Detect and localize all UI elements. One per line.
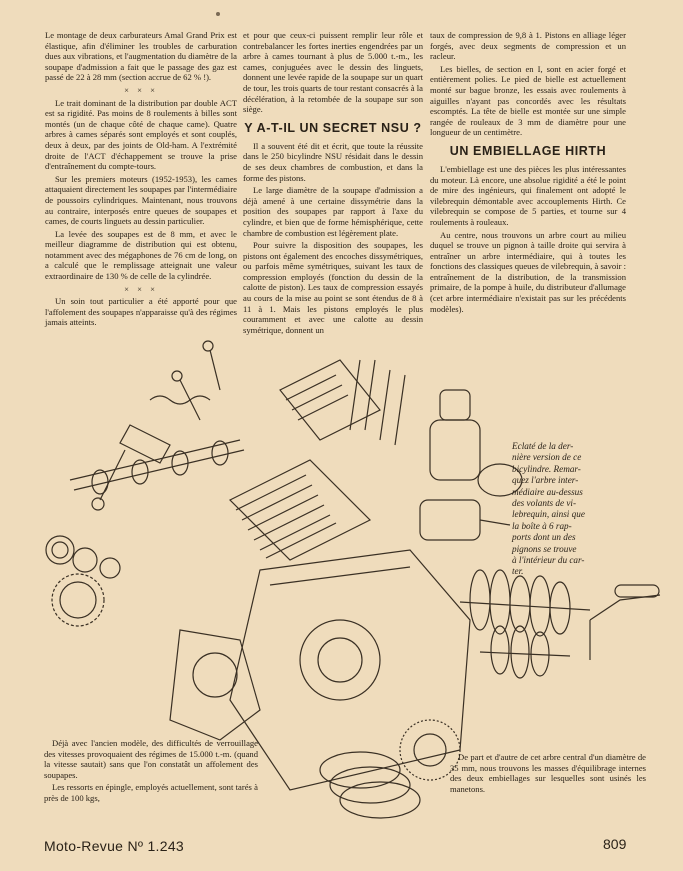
paragraph: Le large diamètre de la soupape d'admission a déjà amené à une certaine dissymétrie dans la position des soupapes par rapport à l'axe du cylindre, et bien que de forme hémisphérique, cette chambre de combustion est légèrement plate. bbox=[243, 185, 423, 238]
section-separator: × × × bbox=[124, 84, 158, 95]
print-mark bbox=[216, 12, 220, 16]
section-separator: × × × bbox=[124, 283, 158, 294]
gearbox-drawing bbox=[460, 570, 590, 678]
caption-line: bicylindre. Remar- bbox=[512, 463, 581, 474]
page-number: 809 bbox=[603, 836, 627, 852]
paragraph: Au centre, nous trouvons un arbre court au milieu duquel se trouve un pignon à taille droite qui servira à entraîner un arbre intermédiaire, qui à toutes les fonctions des classiques queues de vilebrequin, à savoir : entraînement de la distribution, de la transmission primaire, de la pompe à huile, du distributeur d'allumage (cet arbre intermédiaire n'existait pas sur les précédents modèles). bbox=[430, 229, 626, 314]
magazine-issue-footer: Moto-Revue Nº 1.243 bbox=[44, 838, 184, 854]
paragraph: Le trait dominant de la distribution par double ACT est sa rigidité. Pas moins de 8 roulements à billes sont montés (un de chaque côté de chaque came). Quatre arbres à cames séparés sont employés et sont couplés, deux à deux, par des joints de Old-ham. A l'extrémité droite de l'ACT d'échappement se trouve la prise d'entraînement du compte-tours. bbox=[45, 97, 237, 172]
paragraph: Le montage de deux carburateurs Amal Grand Prix est élastique, afin d'éliminer les troubles de carburation dues aux vibrations, et l'augmentation du diamètre de la soupape d'admission a fait que le passage des gaz est passé de 22 à 28 mm (section accrue de 62 % !). bbox=[45, 30, 237, 83]
camshaft-drawing bbox=[70, 440, 244, 494]
paragraph: Les bielles, de section en I, sont en acier forgé et entièrement polies. Le pied de bielle est actuellement monté sur bague bronze, les essais avec roulements à aiguilles n'ayant pas concordés avec les résultats escomptés. La tête de bielle est montée sur une simple rangée de rouleaux de 3 mm de diamètre pour une longueur de un centimètre. bbox=[430, 63, 626, 138]
paragraph: Déjà avec l'ancien modèle, des difficultés de verrouillage des vitesses provoquaient des régimes de 15.000 t.-m. (quand la vitesse sautait) sans que l'on constatât un affolement des soupapes. bbox=[44, 738, 258, 780]
caption-line: à l'intérieur du car- bbox=[512, 555, 585, 566]
paragraph: Pour suivre la disposition des soupapes, les pistons ont également des encoches dissymétriques, ou parfois même symétriques, suivant les taux de compression employés (fonction du dessin de la calotte de piston). Les taux de compression essayés au cours de la mise au point se sont étendus de 8 à 11 à 1. Mais les pistons employés le plus couramment et avec une calotte au dessin symétrique, donnent un bbox=[243, 240, 423, 335]
paragraph: Sur les premiers moteurs (1952-1953), les cames attaquaient directement les soupapes par l'intermédiaire de poussoirs cylindriques. Maintenant, nous trouvons au contraire, interposés entre queues de soupapes et cames, de courts linguets au dessin particulier. bbox=[45, 173, 237, 227]
studs-drawing bbox=[350, 360, 405, 445]
text-column-2 bbox=[243, 30, 423, 337]
caption-line: quez l'arbre inter- bbox=[512, 475, 579, 486]
section-heading: Y A-T-IL UN SECRET NSU ? bbox=[244, 120, 422, 135]
paragraph: taux de compression de 9,8 à 1. Pistons en alliage léger forgés, avec deux segments de compression et un racleur. bbox=[430, 30, 626, 62]
caption-line: pignons se trouve bbox=[512, 543, 577, 554]
caption-line: ter. bbox=[512, 566, 524, 577]
text-column-1 bbox=[45, 30, 237, 330]
caption-line: ports dont un des bbox=[512, 532, 576, 543]
caption-line: Eclaté de la der- bbox=[512, 441, 574, 451]
figure-caption-right bbox=[512, 441, 662, 578]
paragraph: Les ressorts en épingle, employés actuellement, sont tarés à près de 100 kgs, bbox=[44, 782, 258, 803]
paragraph: De part et d'autre de cet arbre central d'un diamètre de 35 mm, nous trouvons les masses d'équilibrage internes des deux embiellages sur lesquelles sont usinés les manetons. bbox=[450, 752, 646, 794]
caption-line: la boîte à 6 rap- bbox=[512, 520, 572, 531]
clutch-drawing bbox=[320, 720, 460, 818]
paragraph: L'embiellage est une des pièces les plus intéressantes du moteur. Là encore, une absolue rigidité a été le point de mire des ingénieurs, qui finalement ont adopté le vilebrequin démontable avec accouplements Hirth. Ce vilebrequin se compose de 5 parties, et tourne sur 4 roulements à rouleaux. bbox=[430, 163, 626, 227]
paragraph: Un soin tout particulier a été apporté pour que l'affolement des soupapes n'apparaisse qu'à des régimes jamais atteints. bbox=[45, 296, 237, 328]
kickstart-drawing bbox=[590, 585, 660, 660]
cylinder-drawing bbox=[230, 360, 380, 560]
gear-train-drawing bbox=[46, 536, 120, 626]
caption-line: médiaire au-dessus bbox=[512, 486, 583, 497]
paragraph: et pour que ceux-ci puissent remplir leur rôle et contrebalancer les fortes inerties engendrées par un arbre à cames tournant à plus de 5.000 t.-m., les cames, conjuguées avec le dessin des linguets, donnent une levée rapide de la soupape sur un quart de tour, les trois quarts de tour restant consacrés à la décélération, à la retombée de la soupape sur son siège. bbox=[243, 30, 423, 115]
valve-parts-drawing bbox=[92, 341, 220, 510]
paragraph: Il a souvent été dit et écrit, que toute la réussite dans le 250 bicylindre NSU résidait dans le dessin de ses deux chambres de combustion, et dans la forme des pistons. bbox=[243, 140, 423, 183]
section-heading: UN EMBIELLAGE HIRTH bbox=[449, 143, 607, 158]
caption-line: nière version de ce bbox=[512, 452, 582, 463]
carburettor-drawing bbox=[420, 390, 522, 540]
bottom-right-text bbox=[450, 752, 646, 794]
text-column-3 bbox=[430, 30, 626, 316]
caption-line: lebrequin, ainsi que bbox=[512, 509, 585, 520]
caption-line: des volants de vi- bbox=[512, 498, 577, 509]
paragraph: La levée des soupapes est de 8 mm, et avec le meilleur diagramme de distribution qui est obtenu, notamment avec des mégaphones de 76 cm de long, on a calculé que le remplissage atteignait une valeur extraordinaire de 130 % de celle de la cylindrée. bbox=[45, 228, 237, 282]
bottom-left-text bbox=[44, 738, 258, 806]
